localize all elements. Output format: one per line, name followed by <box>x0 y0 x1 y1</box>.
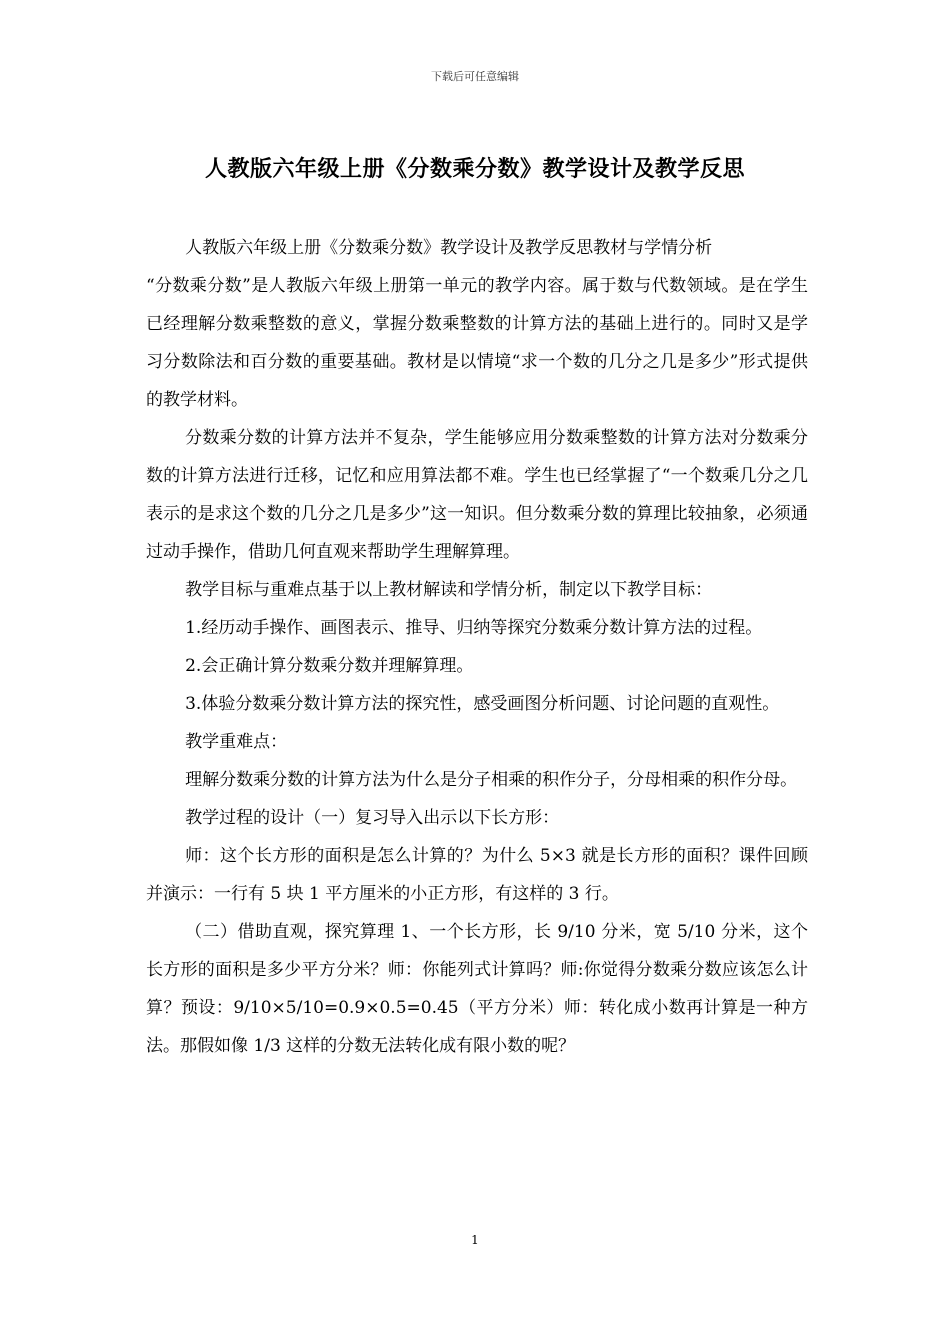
page-number: 1 <box>471 1233 479 1247</box>
document-title: 人教版六年级上册《分数乘分数》教学设计及教学反思 <box>204 156 745 182</box>
paragraph-review: 师：这个长方形的面积是怎么计算的？为什么 5×3 就是长方形的面积？课件回顾并演示：一行有 5 块 1 平方厘米的小正方形，有这样的 3 行。 <box>146 846 808 904</box>
paragraph-exploration: （二）借助直观，探究算理 1、一个长方形，长 9/10 分米，宽 5/10 分米，这个长方形的面积是多少平方分米？师：你能列式计算吗？师:你觉得分数乘分数应该怎么计算？预设：9/10×5/10=0.9×0.5=0.45（平方分米）师：转化成小数再计算是一种方法。那假如像 1/3 这样的分数无法转化成有限小数的呢？ <box>146 922 808 1056</box>
document-body <box>146 229 808 1065</box>
paragraph-objective-2: 2.会正确计算分数乘分数并理解算理。 <box>185 656 474 676</box>
paragraph-key-points-heading: 教学重难点： <box>185 732 288 752</box>
paragraph-key-points: 理解分数乘分数的计算方法为什么是分子相乘的积作分子，分母相乘的积作分母。 <box>185 770 798 790</box>
paragraph-material-analysis: “分数乘分数”是人教版六年级上册第一单元的教学内容。属于数与代数领域。是在学生已经理解分数乘整数的意义，掌握分数乘整数的计算方法的基础上进行的。同时又是学习分数除法和百分数的重要基础。教材是以情境“求一个数的几分之几是多少”形式提供的教学材料。 <box>146 276 808 410</box>
paragraph-intro-heading: 人教版六年级上册《分数乘分数》教学设计及教学反思教材与学情分析 <box>185 238 713 258</box>
paragraph-objective-1: 1.经历动手操作、画图表示、推导、归纳等探究分数乘分数计算方法的过程。 <box>185 618 763 638</box>
paragraph-learner-analysis: 分数乘分数的计算方法并不复杂，学生能够应用分数乘整数的计算方法对分数乘分数的计算方法进行迁移，记忆和应用算法都不难。学生也已经掌握了“一个数乘几分之几表示的是求这个数的几分之几是多少”这一知识。但分数乘分数的算理比较抽象，必须通过动手操作，借助几何直观来帮助学生理解算理。 <box>146 428 808 562</box>
page-header-note: 下载后可任意编辑 <box>431 70 519 83</box>
paragraph-objectives-heading: 教学目标与重难点基于以上教材解读和学情分析，制定以下教学目标： <box>185 580 713 600</box>
paragraph-objective-3: 3.体验分数乘分数计算方法的探究性，感受画图分析问题、讨论问题的直观性。 <box>185 694 780 714</box>
paragraph-process-heading: 教学过程的设计（一）复习导入出示以下长方形： <box>185 808 560 828</box>
